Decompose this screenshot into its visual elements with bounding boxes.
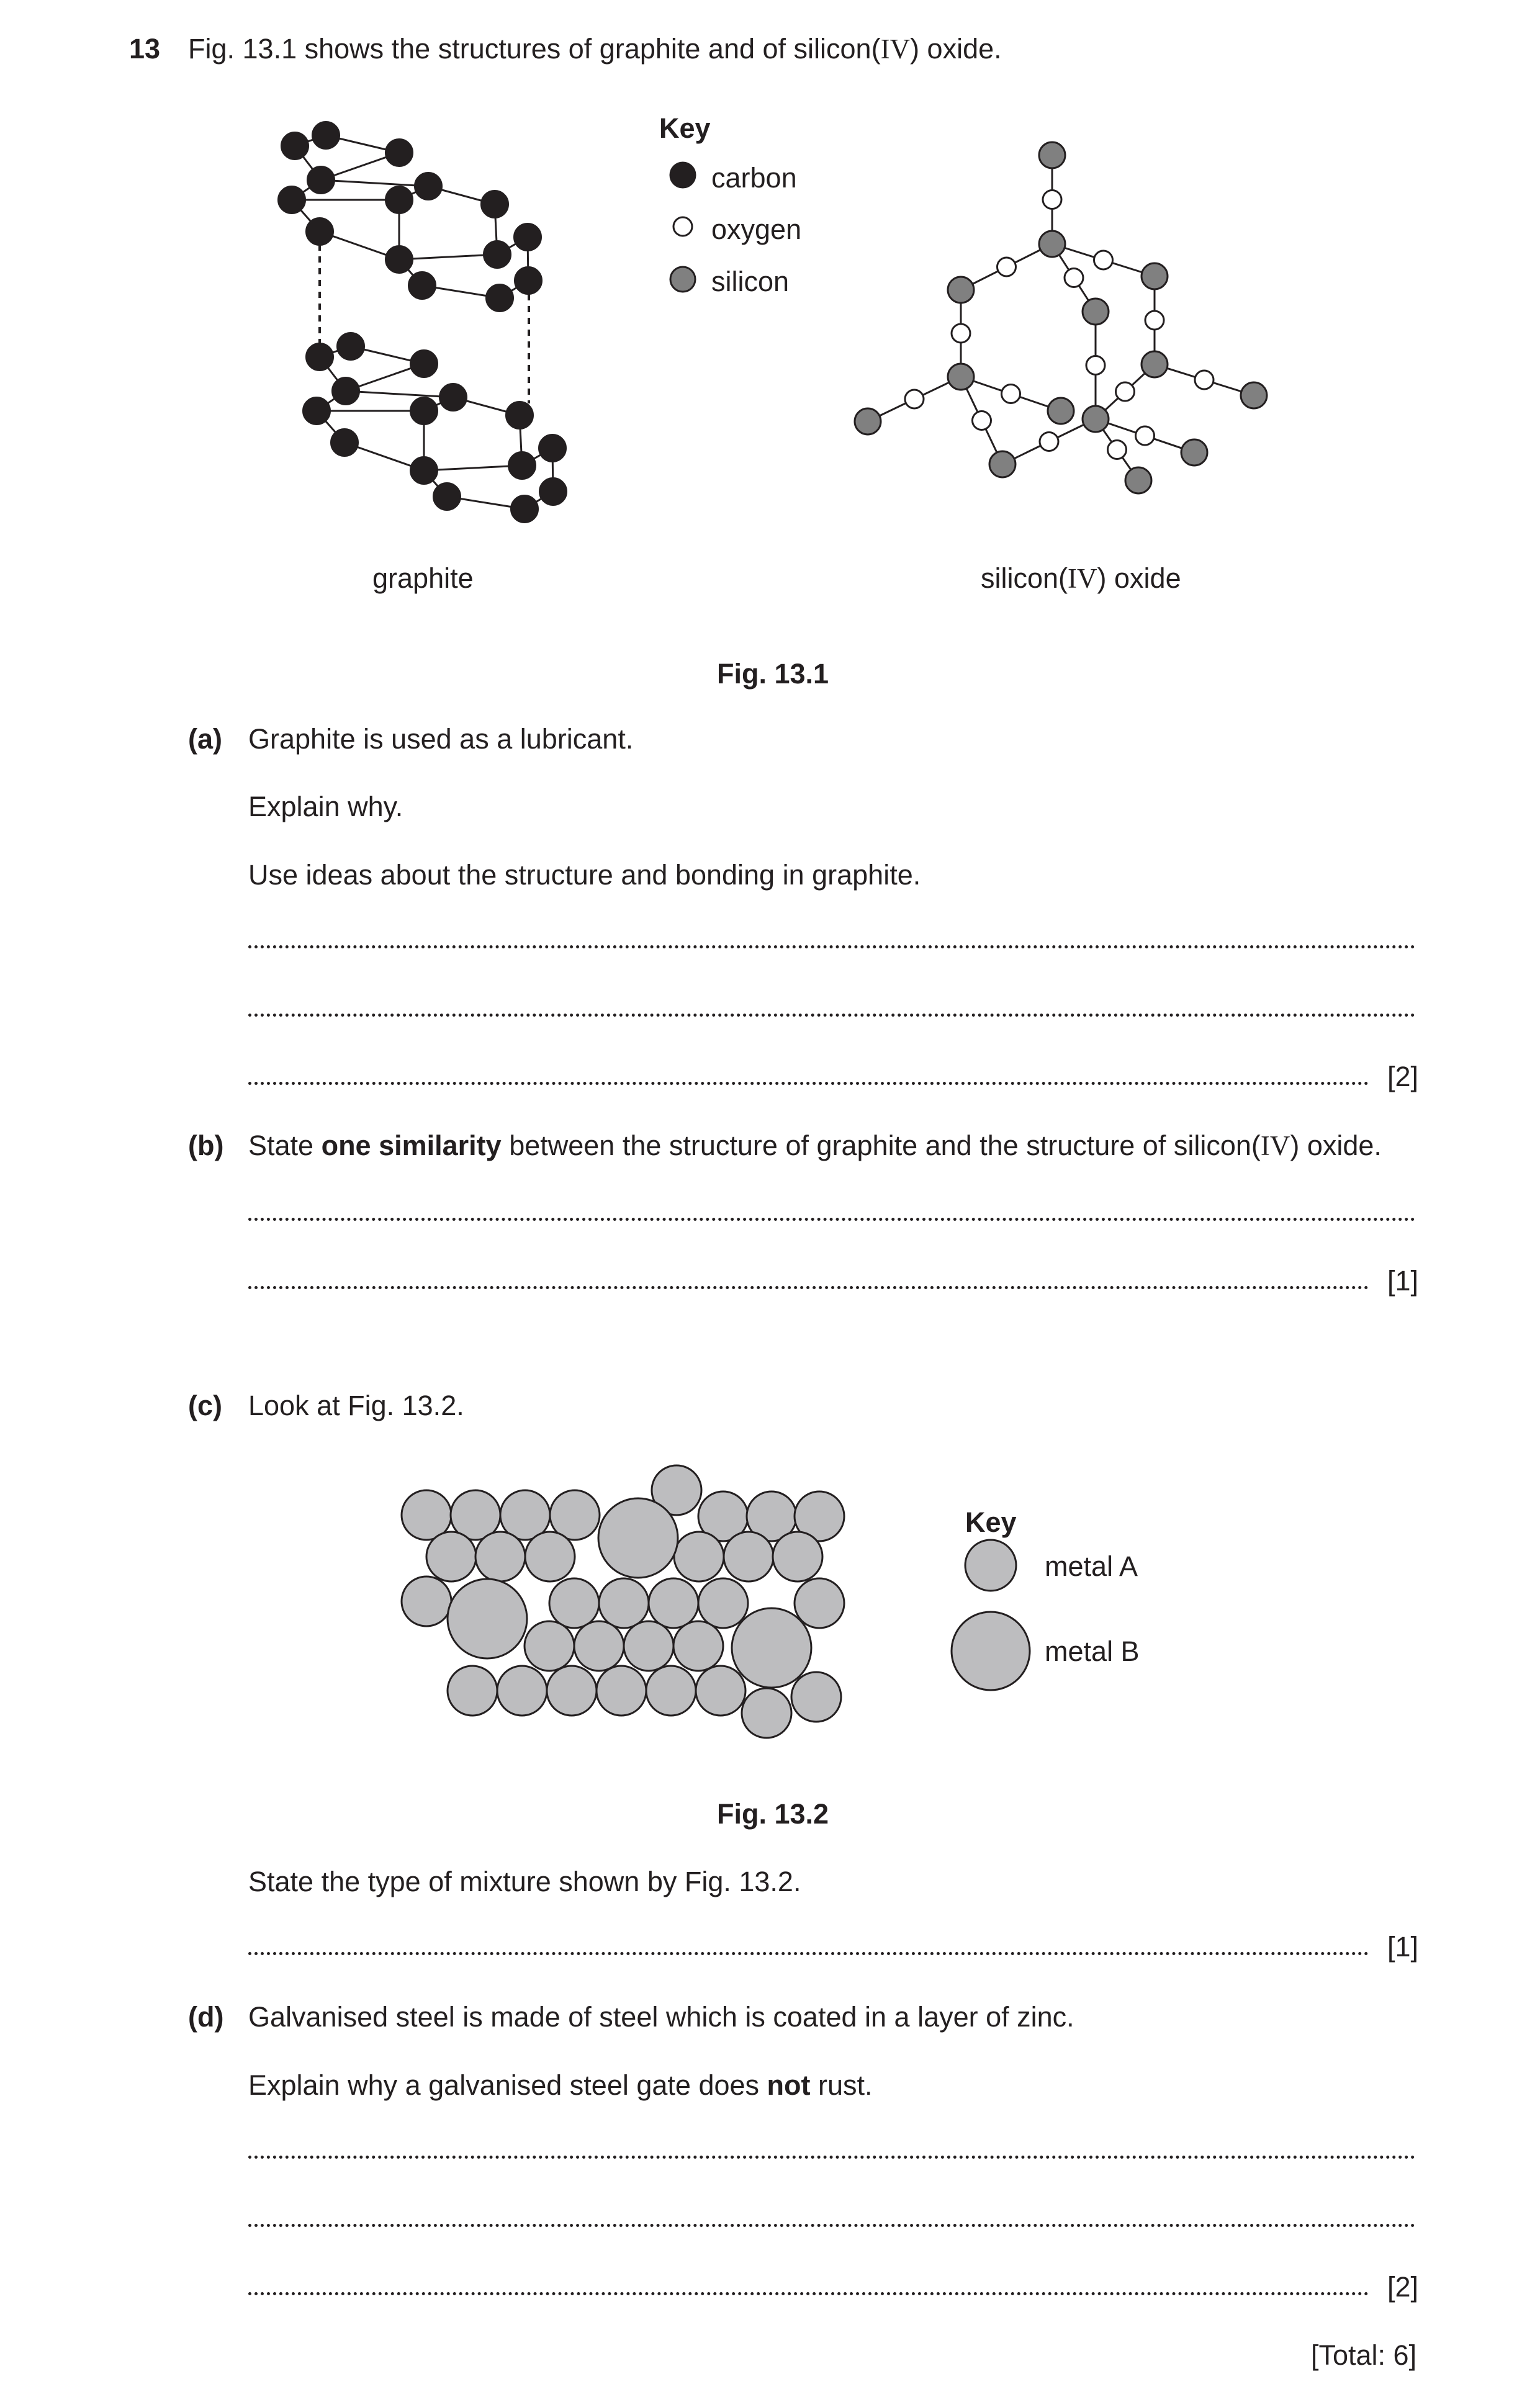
metal-a-atom bbox=[724, 1532, 773, 1581]
part-b-bold: one similarity bbox=[321, 1130, 502, 1161]
metal-a-atom bbox=[696, 1666, 745, 1716]
oxygen-atom bbox=[997, 258, 1016, 276]
part-b-mid: between the structure of graphite and the structure of silicon( bbox=[501, 1130, 1261, 1161]
graphite-structure-diagram bbox=[261, 106, 583, 540]
silicon-oxide-label bbox=[981, 564, 1181, 593]
fig1-caption: Fig. 13.1 bbox=[717, 658, 829, 690]
carbon-atom bbox=[415, 173, 442, 200]
answer-line-a1[interactable] bbox=[248, 945, 1415, 948]
oxygen-atom bbox=[1116, 382, 1135, 401]
question-intro bbox=[188, 35, 1002, 63]
part-b-post: ) oxide. bbox=[1290, 1130, 1382, 1161]
oxygen-atom bbox=[1065, 269, 1083, 287]
metal-a-atom bbox=[597, 1666, 646, 1716]
graphite-bond bbox=[424, 466, 522, 470]
metal-a-atom bbox=[674, 1532, 724, 1581]
graphite-bond bbox=[399, 254, 497, 259]
carbon-atom bbox=[281, 132, 308, 160]
carbon-atom bbox=[410, 397, 438, 425]
metal-a-atom bbox=[649, 1578, 698, 1628]
metal-b-atom bbox=[448, 1579, 527, 1658]
metal-a-atom bbox=[525, 1621, 574, 1671]
carbon-atom bbox=[306, 218, 333, 245]
metal-b-atom bbox=[732, 1608, 811, 1688]
graphite-bond bbox=[346, 391, 453, 397]
total-marks: [Total: 6] bbox=[1311, 2339, 1417, 2371]
metal-a-atom bbox=[795, 1578, 844, 1628]
oxygen-atom bbox=[952, 324, 970, 343]
silicon-atom bbox=[1039, 231, 1065, 257]
key-label-metal-a: metal A bbox=[1045, 1550, 1138, 1582]
part-d-line2-post: rust. bbox=[810, 2069, 873, 2101]
silicon-atom bbox=[1181, 439, 1207, 466]
oxygen-atom bbox=[1086, 356, 1105, 375]
key-label-metal-b: metal B bbox=[1045, 1635, 1140, 1667]
part-c-marks: [1] bbox=[1387, 1931, 1419, 1963]
answer-line-d1[interactable] bbox=[248, 2156, 1415, 2159]
silicon-atom bbox=[1141, 351, 1168, 377]
silicon-atom bbox=[1083, 406, 1109, 432]
carbon-atom bbox=[278, 186, 305, 214]
metal-a-atom bbox=[646, 1666, 696, 1716]
part-d-line1: Galvanised steel is made of steel which is coated in a layer of zinc. bbox=[248, 2001, 1074, 2033]
part-d-line2-bold: not bbox=[767, 2069, 811, 2101]
fig1-key-title: Key bbox=[659, 112, 711, 144]
carbon-atom bbox=[410, 350, 438, 377]
silicon-atom bbox=[948, 364, 974, 390]
carbon-atom bbox=[385, 186, 413, 214]
carbon-atom bbox=[439, 384, 467, 411]
part-a-line2: Explain why. bbox=[248, 791, 403, 822]
metal-a-atom bbox=[673, 1621, 723, 1671]
carbon-atom bbox=[385, 139, 413, 166]
carbon-atom bbox=[408, 272, 436, 299]
part-d-label: (d) bbox=[188, 2001, 224, 2033]
graphite-label: graphite bbox=[372, 562, 474, 594]
graphite-bond bbox=[321, 180, 428, 186]
part-d-line2-pre: Explain why a galvanised steel gate does bbox=[248, 2069, 767, 2101]
silicon-atom bbox=[989, 451, 1015, 477]
silicon-oxide-structure-diagram bbox=[838, 124, 1272, 509]
metal-b-atom bbox=[598, 1498, 678, 1578]
carbon-atom bbox=[337, 333, 364, 360]
metal-a-atom bbox=[547, 1666, 597, 1716]
answer-line-b2[interactable] bbox=[248, 1286, 1369, 1289]
oxygen-atom bbox=[905, 390, 924, 408]
part-d-line2 bbox=[248, 2071, 873, 2099]
silicon-atom bbox=[948, 277, 974, 303]
part-b-marks: [1] bbox=[1387, 1265, 1419, 1297]
oxygen-atom bbox=[1094, 251, 1113, 269]
metal-a-atom bbox=[402, 1577, 451, 1626]
carbon-key-symbol bbox=[670, 163, 695, 187]
alloy-particle-diagram bbox=[391, 1452, 850, 1744]
silicon-atom bbox=[1048, 398, 1074, 424]
fig2-caption: Fig. 13.2 bbox=[717, 1798, 829, 1830]
part-c-line1: Look at Fig. 13.2. bbox=[248, 1390, 464, 1421]
oxygen-atom bbox=[1145, 311, 1164, 330]
oxygen-atom bbox=[1002, 385, 1020, 403]
silicon-atom bbox=[1083, 299, 1109, 325]
part-a-line1: Graphite is used as a lubricant. bbox=[248, 723, 634, 755]
metal-a-atom bbox=[791, 1672, 841, 1722]
carbon-atom bbox=[385, 246, 413, 273]
carbon-atom bbox=[539, 434, 566, 462]
answer-line-a3[interactable] bbox=[248, 1082, 1369, 1085]
intro-pre: Fig. 13.1 shows the structures of graphite and of silicon( bbox=[188, 33, 881, 65]
carbon-atom bbox=[312, 122, 340, 149]
metal-a-atom bbox=[448, 1666, 497, 1716]
carbon-atom bbox=[506, 402, 533, 429]
intro-post: ) oxide. bbox=[910, 33, 1002, 65]
answer-line-c1[interactable] bbox=[248, 1952, 1369, 1955]
metal-a-atom bbox=[497, 1666, 547, 1716]
silicon-atom bbox=[1039, 142, 1065, 168]
metal-a-atom bbox=[742, 1688, 791, 1738]
metal-a-atom bbox=[599, 1578, 649, 1628]
carbon-atom bbox=[481, 191, 508, 218]
part-d-marks: [2] bbox=[1387, 2271, 1419, 2303]
metal-a-atom bbox=[698, 1578, 748, 1628]
answer-line-d2[interactable] bbox=[248, 2224, 1415, 2227]
question-number: 13 bbox=[129, 33, 161, 65]
carbon-atom bbox=[303, 397, 330, 425]
intro-roman: IV bbox=[880, 34, 911, 65]
metal-a-key-symbol bbox=[965, 1540, 1016, 1591]
part-c-label: (c) bbox=[188, 1390, 222, 1421]
part-b-label: (b) bbox=[188, 1130, 224, 1161]
fig2-key-title: Key bbox=[965, 1506, 1017, 1538]
carbon-atom bbox=[514, 223, 541, 251]
answer-line-a2[interactable] bbox=[248, 1014, 1415, 1017]
key-label-carbon: carbon bbox=[711, 162, 797, 194]
metal-a-atom bbox=[525, 1532, 575, 1581]
carbon-atom bbox=[410, 457, 438, 484]
carbon-atom bbox=[486, 284, 513, 312]
silicon-label-roman: IV bbox=[1068, 563, 1097, 594]
metal-a-atom bbox=[773, 1532, 822, 1581]
oxygen-atom bbox=[1040, 433, 1058, 451]
carbon-atom bbox=[307, 166, 335, 194]
carbon-atom bbox=[433, 483, 461, 510]
carbon-atom bbox=[511, 495, 538, 523]
key-label-oxygen: oxygen bbox=[711, 214, 802, 245]
part-a-line3: Use ideas about the structure and bonding in graphite. bbox=[248, 859, 921, 891]
part-a-marks: [2] bbox=[1387, 1061, 1419, 1092]
carbon-atom bbox=[508, 452, 536, 479]
carbon-atom bbox=[306, 343, 333, 371]
part-b-question bbox=[248, 1131, 1382, 1160]
answer-line-b1[interactable] bbox=[248, 1218, 1415, 1221]
carbon-atom bbox=[332, 377, 359, 405]
oxygen-key-symbol bbox=[673, 217, 692, 236]
oxygen-atom bbox=[1195, 371, 1214, 389]
key-label-silicon: silicon bbox=[711, 266, 790, 297]
metal-a-atom bbox=[475, 1532, 525, 1581]
oxygen-atom bbox=[1043, 191, 1061, 209]
part-c-question: State the type of mixture shown by Fig. 13.2. bbox=[248, 1866, 801, 1897]
silicon-key-symbol bbox=[670, 267, 695, 292]
part-b-roman: IV bbox=[1260, 1130, 1290, 1161]
metal-b-key-symbol bbox=[952, 1612, 1030, 1690]
carbon-atom bbox=[539, 478, 567, 505]
silicon-atom bbox=[1241, 382, 1267, 408]
fig1-key-symbols bbox=[667, 158, 698, 295]
metal-a-atom bbox=[426, 1532, 476, 1581]
silicon-atom bbox=[1125, 467, 1151, 493]
oxygen-atom bbox=[973, 412, 991, 430]
metal-a-atom bbox=[574, 1621, 624, 1671]
part-a-label: (a) bbox=[188, 723, 222, 755]
silicon-atom bbox=[1141, 263, 1168, 289]
carbon-atom bbox=[515, 267, 542, 294]
carbon-atom bbox=[331, 429, 358, 456]
metal-a-atom bbox=[624, 1621, 673, 1671]
silicon-atom bbox=[855, 408, 881, 434]
metal-a-atom bbox=[549, 1578, 599, 1628]
oxygen-atom bbox=[1108, 441, 1127, 459]
silicon-label-post: ) oxide bbox=[1097, 562, 1181, 594]
answer-line-d3[interactable] bbox=[248, 2292, 1369, 2295]
oxygen-atom bbox=[1136, 426, 1155, 445]
silicon-label-pre: silicon( bbox=[981, 562, 1068, 594]
fig2-key-symbols bbox=[943, 1533, 1043, 1707]
carbon-atom bbox=[484, 241, 511, 268]
part-b-pre: State bbox=[248, 1130, 322, 1161]
